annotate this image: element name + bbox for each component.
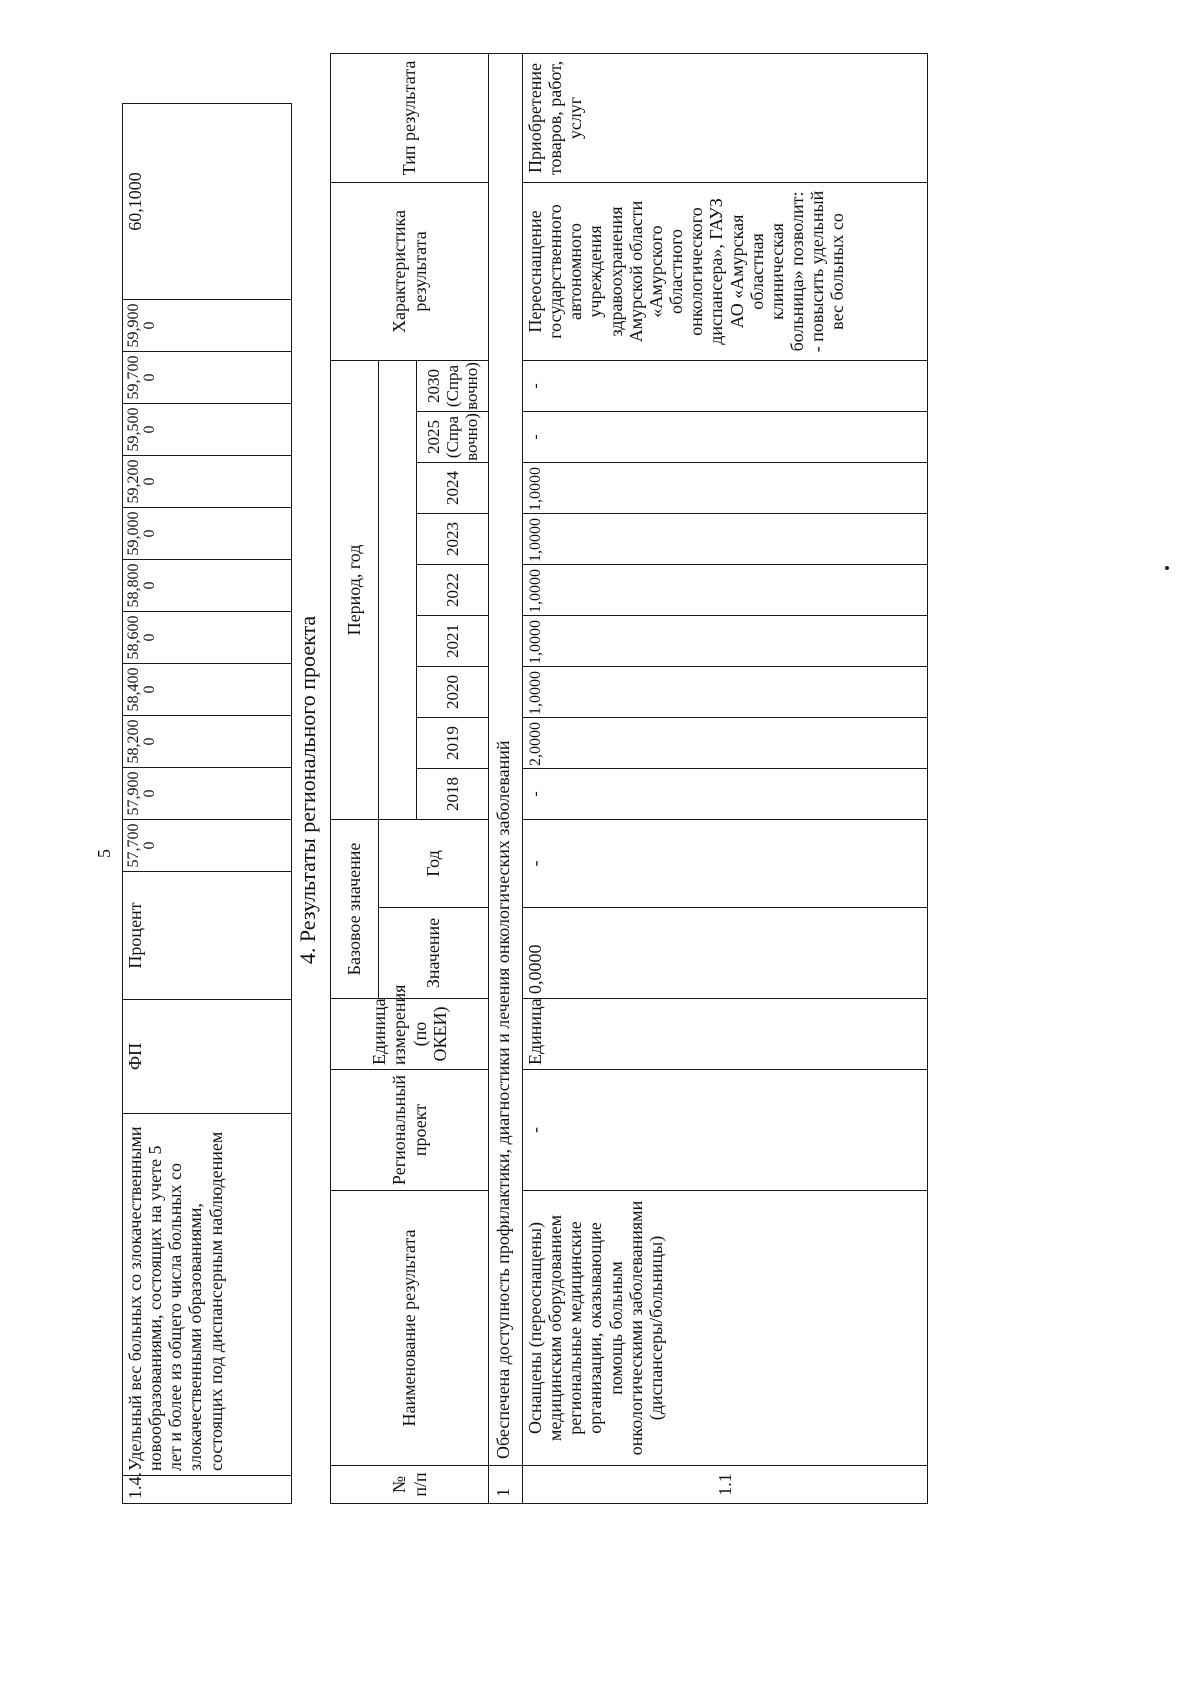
indicator-unit: Процент: [123, 872, 292, 1000]
indicator-value-2026: 59,200 0: [123, 456, 292, 508]
row-num: 1.1: [523, 1466, 928, 1504]
header-period-spacer: [379, 360, 417, 819]
row-value-2024: 1,0000: [523, 462, 928, 513]
header-year-2018: 2018: [417, 768, 489, 819]
row-unit: Единица: [523, 999, 928, 1070]
row-value-2021: 1,0000: [523, 615, 928, 666]
row-value-2025: -: [523, 411, 928, 462]
indicator-value-2029: 59,900 0: [123, 300, 292, 352]
row-base-year: -: [523, 819, 928, 907]
indicator-value-2021: 58,200 0: [123, 716, 292, 768]
indicator-final-value: 60,1000: [123, 104, 292, 300]
header-base-year: Год: [379, 819, 489, 907]
indicator-value-2020: 57,900 0: [123, 768, 292, 820]
header-year-2024: 2024: [417, 462, 489, 513]
row-value-2018: -: [523, 768, 928, 819]
row-value-2022: 1,0000: [523, 564, 928, 615]
section-row: [489, 53, 523, 1503]
results-table: [330, 53, 928, 1504]
row-regional: -: [523, 1070, 928, 1191]
indicator-level: ФП: [123, 1000, 292, 1114]
indicator-name: Удельный вес больных со злокачественными новообразованиями, состоящих на учете 5 лет и более из общего числа больных со злокачественными образованиями, состоящих под диспансерным наблюдением: [123, 1114, 292, 1476]
indicator-value-2019: 57,700 0: [123, 820, 292, 872]
row-type: Приобретение товаров, работ, услуг: [523, 53, 928, 182]
header-regional: Региональный проект: [331, 1070, 489, 1191]
row-characteristic: Переоснащение государственного автономного учреждения здравоохранения Амурской области «Амурского областного онкологического диспансера», ГАУЗ АО «Амурская областная клиническая больница» позволит: - повысить удельный вес больных со: [523, 182, 928, 360]
header-characteristic: Характеристика результата: [331, 182, 489, 360]
indicator-value-2022: 58,400 0: [123, 664, 292, 716]
header-type: Тип результата: [331, 53, 489, 182]
header-year-2021: 2021: [417, 615, 489, 666]
header-year-2022: 2022: [417, 564, 489, 615]
header-unit: Единица измерения (по ОКЕИ): [331, 999, 489, 1070]
header-year-2030: 2030 (Справочно): [417, 360, 489, 411]
row-value-2030: -: [523, 360, 928, 411]
row-value-2019: 2,0000: [523, 717, 928, 768]
row-base-value: 0,0000: [523, 908, 928, 999]
indicator-value-2028: 59,700 0: [123, 352, 292, 404]
stray-mark: [1165, 566, 1169, 570]
header-row-1: [331, 53, 379, 1503]
header-base-value: Значение: [379, 908, 489, 999]
row-name: Оснащены (переоснащены) медицинским оборудованием региональные медицинские организации, оказывающие помощь больным онкологическими заболеваниями (диспансеры/больницы): [523, 1191, 928, 1466]
section-num: 1: [489, 1466, 523, 1504]
indicator-table: [122, 103, 292, 1504]
indicator-value-2025: 59,000 0: [123, 508, 292, 560]
indicator-num: 1.4.: [123, 1476, 292, 1504]
header-year-2023: 2023: [417, 513, 489, 564]
header-num: № п/п: [331, 1466, 489, 1504]
header-year-2019: 2019: [417, 717, 489, 768]
page-number: 5: [94, 849, 114, 858]
header-name: Наименование результата: [331, 1191, 489, 1466]
header-year-2025: 2025 (Справочно): [417, 411, 489, 462]
header-base: Базовое значение: [331, 819, 379, 998]
section-text: Обеспечена доступность профилактики, диагностики и лечения онкологических заболеваний: [489, 53, 523, 1465]
row-value-2023: 1,0000: [523, 513, 928, 564]
indicator-row: [123, 104, 292, 1504]
row-value-2020: 1,0000: [523, 666, 928, 717]
header-period: Период, год: [331, 360, 379, 819]
section-title: 4. Результаты регионального проекта: [295, 615, 320, 965]
indicator-value-2024: 58,800 0: [123, 560, 292, 612]
indicator-value-2027: 59,500 0: [123, 404, 292, 456]
header-year-2020: 2020: [417, 666, 489, 717]
table-row: [523, 53, 928, 1503]
indicator-value-2023: 58,600 0: [123, 612, 292, 664]
